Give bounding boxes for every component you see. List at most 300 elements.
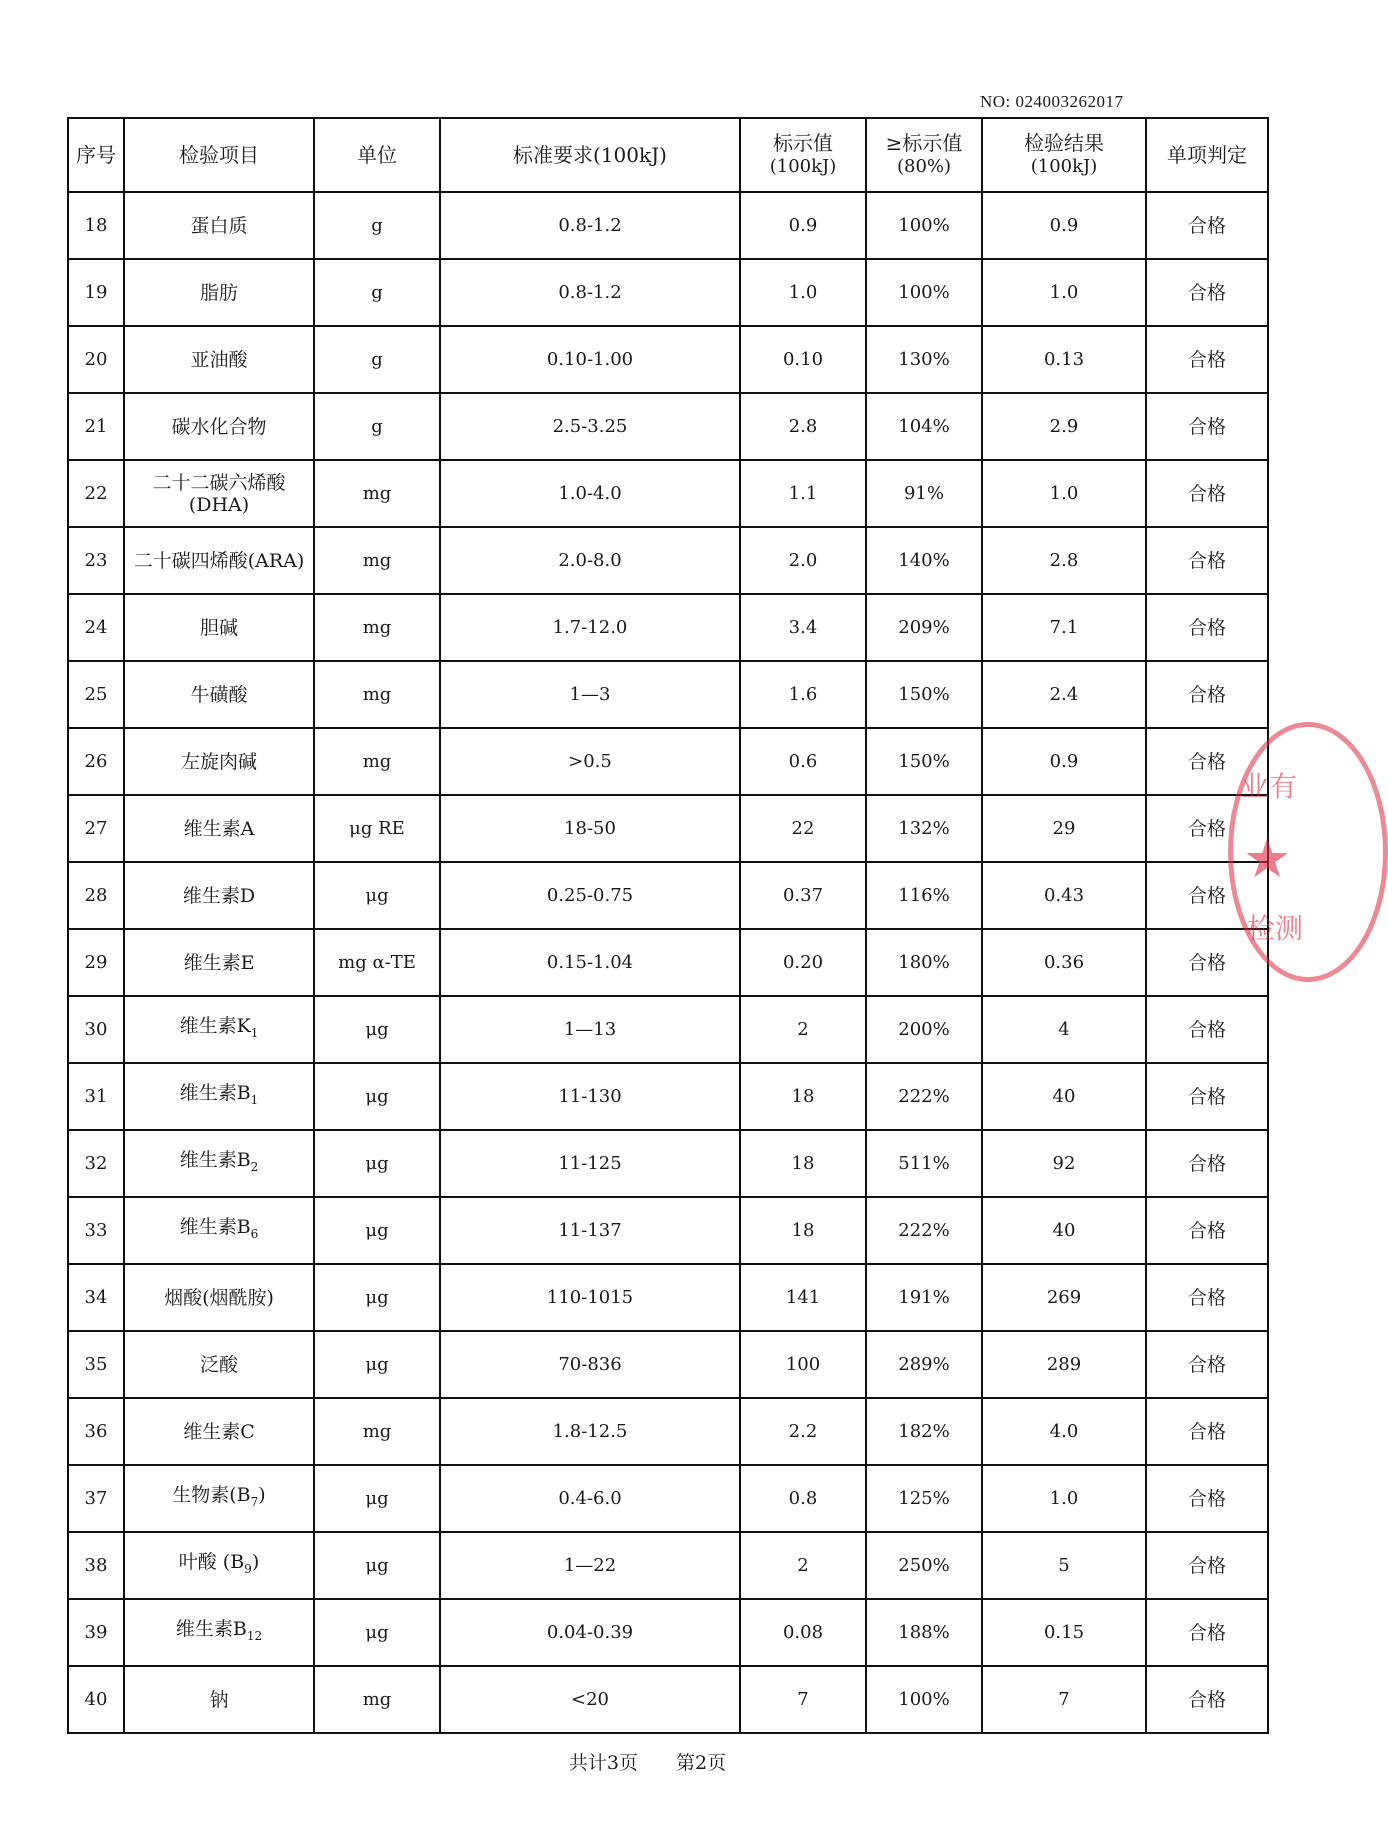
cell-result [982, 527, 1146, 594]
cell-standard-text: 0.4-6.0 [558, 1487, 622, 1509]
cell-judgement [1146, 460, 1268, 527]
cell-item-subscript: 6 [250, 1226, 259, 1241]
cell-index-text: 39 [84, 1621, 108, 1643]
cell-result [982, 1063, 1146, 1130]
cell-ratio [866, 1465, 982, 1532]
cell-result-text: 0.36 [1043, 951, 1085, 973]
cell-judgement [1146, 661, 1268, 728]
cell-unit [314, 1532, 440, 1599]
cell-index-text: 40 [84, 1688, 108, 1710]
cell-ratio-text: 100% [898, 281, 950, 303]
cell-judgement [1146, 259, 1268, 326]
cell-item-subscript: 1 [250, 1025, 259, 1040]
cell-ratio [866, 1331, 982, 1398]
cell-ratio [866, 460, 982, 527]
cell-index [68, 795, 124, 862]
cell-labeled-value-text: 2.2 [788, 1420, 818, 1442]
cell-ratio [866, 1666, 982, 1733]
cell-unit-text: mg [362, 549, 392, 571]
cell-result-text: 2.4 [1049, 683, 1079, 705]
cell-labeled-value-text: 0.6 [788, 750, 818, 772]
cell-labeled-value [740, 1398, 866, 1465]
cell-unit [314, 594, 440, 661]
cell-labeled-value [740, 1666, 866, 1733]
cell-index [68, 259, 124, 326]
cell-item [124, 996, 314, 1063]
cell-ratio-text: 511% [898, 1152, 950, 1174]
cell-result [982, 795, 1146, 862]
cell-standard-text: 18-50 [564, 817, 616, 839]
cell-judgement-text: 合格 [1187, 482, 1226, 505]
cell-ratio [866, 259, 982, 326]
table-row [68, 1599, 1268, 1666]
cell-standard [440, 326, 740, 393]
cell-item [124, 661, 314, 728]
cell-item-subscript: 2 [250, 1159, 259, 1174]
cell-index [68, 1398, 124, 1465]
cell-standard [440, 1666, 740, 1733]
cell-labeled-value [740, 1197, 866, 1264]
cell-unit-text: g [371, 214, 383, 236]
cell-unit-text: μg [365, 1152, 389, 1174]
cell-unit-text: μg [365, 884, 389, 906]
cell-item-text: 烟酸(烟酰胺) [164, 1286, 274, 1309]
cell-judgement-text: 合格 [1187, 1353, 1226, 1376]
cell-labeled-value-text: 2.8 [788, 415, 818, 437]
cell-ratio [866, 326, 982, 393]
cell-unit-text: mg [362, 482, 392, 504]
cell-result [982, 929, 1146, 996]
cell-result [982, 192, 1146, 259]
cell-result-text: 1.0 [1049, 1487, 1079, 1509]
cell-judgement [1146, 1331, 1268, 1398]
cell-labeled-value-text: 141 [785, 1286, 821, 1308]
cell-labeled-value-text: 0.9 [788, 214, 818, 236]
cell-labeled-value-text: 18 [791, 1152, 815, 1174]
cell-item [124, 929, 314, 996]
cell-standard-text: 11-130 [558, 1085, 622, 1107]
cell-unit [314, 192, 440, 259]
cell-unit [314, 1331, 440, 1398]
cell-standard-text: 11-137 [558, 1219, 622, 1241]
header-ratio-line2: (80%) [896, 156, 952, 177]
cell-judgement [1146, 1264, 1268, 1331]
cell-item-suffix: ) [251, 1551, 260, 1574]
cell-item-text: 脂肪 [199, 281, 238, 304]
cell-result-text: 269 [1046, 1286, 1082, 1308]
cell-unit-text: g [371, 348, 383, 370]
cell-ratio-text: 132% [898, 817, 950, 839]
cell-labeled-value [740, 393, 866, 460]
cell-item [124, 527, 314, 594]
inspection-results-table [67, 117, 1269, 1734]
cell-standard-text: >0.5 [568, 750, 612, 772]
table-row [68, 1398, 1268, 1465]
cell-ratio [866, 1130, 982, 1197]
cell-labeled-value-text: 1.0 [788, 281, 818, 303]
table-row [68, 393, 1268, 460]
cell-judgement-text: 合格 [1187, 214, 1226, 237]
cell-index [68, 192, 124, 259]
cell-index-text: 29 [84, 951, 108, 973]
cell-unit [314, 460, 440, 527]
cell-result [982, 1264, 1146, 1331]
cell-index-text: 25 [84, 683, 108, 705]
cell-standard [440, 1331, 740, 1398]
stamp-text-top: 业有 [1241, 770, 1298, 803]
cell-labeled-value-text: 100 [785, 1353, 821, 1375]
cell-ratio [866, 1063, 982, 1130]
cell-standard [440, 1264, 740, 1331]
cell-item [124, 1264, 314, 1331]
cell-judgement-text: 合格 [1187, 415, 1226, 438]
cell-item-subscript: 7 [250, 1494, 259, 1509]
cell-result-text: 29 [1052, 817, 1076, 839]
cell-unit [314, 929, 440, 996]
cell-ratio-text: 222% [898, 1085, 950, 1107]
cell-index-text: 38 [84, 1554, 108, 1576]
cell-item-text: 叶酸 (B [178, 1551, 245, 1574]
cell-judgement-text: 合格 [1187, 1018, 1226, 1041]
cell-ratio [866, 1398, 982, 1465]
cell-result [982, 460, 1146, 527]
cell-ratio [866, 192, 982, 259]
table-row [68, 1465, 1268, 1532]
table-row [68, 728, 1268, 795]
header-result-line2: (100kJ) [1030, 156, 1098, 177]
cell-ratio [866, 527, 982, 594]
cell-judgement [1146, 1130, 1268, 1197]
cell-judgement-text: 合格 [1187, 1085, 1226, 1108]
cell-index [68, 929, 124, 996]
cell-item [124, 326, 314, 393]
cell-ratio [866, 728, 982, 795]
table-row [68, 1130, 1268, 1197]
cell-ratio [866, 996, 982, 1063]
cell-ratio [866, 1532, 982, 1599]
cell-standard [440, 1532, 740, 1599]
cell-index [68, 728, 124, 795]
cell-labeled-value [740, 594, 866, 661]
cell-standard-text: 0.8-1.2 [558, 281, 622, 303]
cell-result-text: 7.1 [1049, 616, 1079, 638]
cell-index [68, 1599, 124, 1666]
cell-item-text: 维生素B [179, 1082, 251, 1105]
cell-item-text: 碳水化合物 [171, 415, 267, 438]
cell-standard-text: 1.0-4.0 [558, 482, 622, 504]
cell-index [68, 527, 124, 594]
cell-labeled-value-text: 1.1 [788, 482, 818, 504]
cell-ratio-text: 180% [898, 951, 950, 973]
table-row [68, 1197, 1268, 1264]
cell-labeled-value [740, 527, 866, 594]
cell-standard [440, 728, 740, 795]
header-ratio-line1: ≥标示值 [885, 131, 963, 155]
cell-item-text: 胆碱 [199, 616, 238, 639]
cell-item-text: 亚油酸 [190, 348, 248, 371]
cell-judgement-text: 合格 [1187, 951, 1226, 974]
cell-standard [440, 1197, 740, 1264]
cell-judgement-text: 合格 [1187, 281, 1226, 304]
cell-index [68, 862, 124, 929]
cell-item-text: 生物素(B [172, 1484, 251, 1507]
cell-result [982, 259, 1146, 326]
cell-judgement-text: 合格 [1187, 1286, 1226, 1309]
cell-labeled-value-text: 0.8 [788, 1487, 818, 1509]
cell-standard [440, 527, 740, 594]
cell-ratio-text: 125% [898, 1487, 950, 1509]
cell-item [124, 728, 314, 795]
cell-index-text: 32 [84, 1152, 108, 1174]
cell-result [982, 1398, 1146, 1465]
header-result-line1: 检验结果 [1024, 131, 1104, 155]
cell-unit-text: mg [362, 1420, 392, 1442]
cell-ratio-text: 100% [898, 1688, 950, 1710]
cell-index-text: 27 [84, 817, 108, 839]
cell-item-text: 维生素D [182, 884, 256, 907]
cell-result-text: 4.0 [1049, 1420, 1079, 1442]
cell-ratio-text: 130% [898, 348, 950, 370]
cell-standard-text: 1.8-12.5 [552, 1420, 628, 1442]
cell-ratio-text: 91% [903, 482, 944, 504]
cell-labeled-value [740, 259, 866, 326]
cell-ratio [866, 1264, 982, 1331]
cell-ratio [866, 1197, 982, 1264]
cell-item [124, 1063, 314, 1130]
cell-result-text: 4 [1058, 1018, 1070, 1040]
cell-judgement [1146, 1666, 1268, 1733]
table-header [68, 118, 1268, 192]
cell-index [68, 996, 124, 1063]
header-unit: 单位 [314, 118, 440, 192]
cell-ratio-text: 104% [898, 415, 950, 437]
cell-index [68, 1264, 124, 1331]
header-ratio [866, 118, 982, 192]
cell-result [982, 1130, 1146, 1197]
cell-unit [314, 1264, 440, 1331]
cell-standard-text: 11-125 [558, 1152, 622, 1174]
cell-item-text: 蛋白质 [190, 214, 248, 237]
cell-labeled-value [740, 661, 866, 728]
table-row [68, 996, 1268, 1063]
cell-labeled-value [740, 1130, 866, 1197]
cell-unit-text: μg [365, 1353, 389, 1375]
cell-standard-text: 1—22 [563, 1554, 617, 1576]
cell-result-text: 1.0 [1049, 281, 1079, 303]
footer-total-pages: 共计3页 [568, 1752, 638, 1774]
cell-item-line2: (DHA) [188, 493, 250, 516]
cell-unit [314, 326, 440, 393]
cell-unit-text: mg α-TE [338, 951, 416, 973]
table-row [68, 1264, 1268, 1331]
cell-labeled-value [740, 1331, 866, 1398]
cell-labeled-value-text: 3.4 [788, 616, 818, 638]
cell-unit-text: mg [362, 683, 392, 705]
cell-index-text: 35 [84, 1353, 108, 1375]
stamp-star-icon: ★ [1243, 827, 1292, 890]
cell-unit-text: μg [365, 1018, 389, 1040]
cell-result-text: 0.9 [1049, 214, 1079, 236]
page-footer [0, 1748, 1295, 1775]
cell-index [68, 393, 124, 460]
cell-unit [314, 1398, 440, 1465]
header-index: 序号 [68, 118, 124, 192]
cell-item [124, 1465, 314, 1532]
cell-labeled-value [740, 192, 866, 259]
cell-index-text: 21 [84, 415, 108, 437]
table-body [68, 192, 1268, 1733]
cell-unit [314, 661, 440, 728]
cell-ratio-text: 222% [898, 1219, 950, 1241]
cell-index-text: 26 [84, 750, 108, 772]
cell-item-text: 左旋肉碱 [180, 750, 257, 773]
cell-ratio-text: 116% [898, 884, 950, 906]
cell-judgement [1146, 1599, 1268, 1666]
cell-unit-text: μg [365, 1487, 389, 1509]
cell-labeled-value-text: 18 [791, 1219, 815, 1241]
cell-judgement-text: 合格 [1187, 1621, 1226, 1644]
cell-result [982, 728, 1146, 795]
cell-unit [314, 1599, 440, 1666]
cell-unit [314, 527, 440, 594]
header-labeled-line2: (100kJ) [769, 156, 837, 177]
cell-result [982, 594, 1146, 661]
cell-judgement-text: 合格 [1187, 1554, 1226, 1577]
cell-judgement [1146, 1532, 1268, 1599]
cell-item-subscript: 9 [244, 1561, 252, 1576]
cell-standard-text: 0.04-0.39 [546, 1621, 634, 1643]
cell-result [982, 862, 1146, 929]
cell-item-text: 维生素E [183, 951, 255, 974]
cell-judgement [1146, 527, 1268, 594]
cell-judgement-text: 合格 [1187, 683, 1226, 706]
cell-labeled-value [740, 1063, 866, 1130]
cell-standard [440, 1063, 740, 1130]
cell-ratio-text: 250% [898, 1554, 950, 1576]
cell-standard-text: 1—13 [563, 1018, 617, 1040]
cell-result [982, 1532, 1146, 1599]
cell-ratio [866, 661, 982, 728]
cell-labeled-value [740, 929, 866, 996]
cell-labeled-value-text: 0.37 [782, 884, 824, 906]
cell-index [68, 1197, 124, 1264]
inspection-seal-stamp [1228, 722, 1388, 982]
cell-unit [314, 996, 440, 1063]
cell-result-text: 0.43 [1043, 884, 1085, 906]
cell-labeled-value [740, 326, 866, 393]
cell-result-text: 0.13 [1043, 348, 1085, 370]
table-row [68, 460, 1268, 527]
cell-result-text: 5 [1058, 1554, 1070, 1576]
cell-index [68, 460, 124, 527]
table-row [68, 795, 1268, 862]
table-row [68, 1331, 1268, 1398]
cell-item [124, 393, 314, 460]
table-row [68, 1532, 1268, 1599]
cell-item [124, 795, 314, 862]
table-row [68, 192, 1268, 259]
cell-item [124, 1197, 314, 1264]
cell-index [68, 326, 124, 393]
cell-unit-text: μg RE [349, 817, 405, 839]
cell-standard [440, 795, 740, 862]
cell-item [124, 1532, 314, 1599]
cell-judgement-text: 合格 [1187, 750, 1226, 773]
cell-item-text: 二十碳四烯酸(ARA) [133, 549, 305, 572]
cell-index [68, 1331, 124, 1398]
cell-standard [440, 661, 740, 728]
cell-standard [440, 1599, 740, 1666]
cell-standard-text: 1—3 [569, 683, 611, 705]
cell-labeled-value-text: 18 [791, 1085, 815, 1107]
cell-result-text: 0.15 [1043, 1621, 1085, 1643]
cell-result [982, 996, 1146, 1063]
cell-labeled-value-text: 0.08 [782, 1621, 824, 1643]
table-row [68, 326, 1268, 393]
cell-labeled-value-text: 2 [797, 1554, 809, 1576]
cell-result [982, 1465, 1146, 1532]
cell-item-text: 牛磺酸 [190, 683, 248, 706]
cell-judgement-text: 合格 [1187, 817, 1226, 840]
cell-standard-text: 2.5-3.25 [552, 415, 628, 437]
cell-item [124, 460, 314, 527]
cell-unit-text: μg [365, 1085, 389, 1107]
cell-standard-text: 0.25-0.75 [546, 884, 634, 906]
cell-index-text: 34 [84, 1286, 108, 1308]
cell-standard [440, 259, 740, 326]
header-result [982, 118, 1146, 192]
cell-item-subscript: 1 [250, 1092, 259, 1107]
cell-standard-text: 0.8-1.2 [558, 214, 622, 236]
cell-index-text: 22 [84, 482, 108, 504]
report-number: NO: 024003262017 [980, 92, 1124, 111]
cell-unit [314, 862, 440, 929]
cell-standard [440, 929, 740, 996]
cell-standard-text: 2.0-8.0 [558, 549, 622, 571]
cell-item-text: 维生素A [183, 817, 255, 840]
cell-unit-text: μg [365, 1621, 389, 1643]
cell-judgement-text: 合格 [1187, 549, 1226, 572]
cell-standard [440, 192, 740, 259]
cell-judgement-text: 合格 [1187, 1487, 1226, 1510]
cell-ratio-text: 100% [898, 214, 950, 236]
cell-item-text: 维生素B [179, 1149, 251, 1172]
table-row [68, 1063, 1268, 1130]
stamp-text-bottom: 检测 [1247, 912, 1304, 945]
cell-index-text: 36 [84, 1420, 108, 1442]
cell-labeled-value [740, 1599, 866, 1666]
cell-judgement [1146, 1398, 1268, 1465]
cell-labeled-value [740, 795, 866, 862]
header-labeled-value [740, 118, 866, 192]
cell-item-text: 二十二碳六烯酸 [152, 471, 286, 494]
cell-item [124, 259, 314, 326]
cell-index [68, 1465, 124, 1532]
cell-item-text: 维生素B [175, 1618, 247, 1641]
cell-standard [440, 862, 740, 929]
cell-unit-text: mg [362, 1688, 392, 1710]
cell-unit-text: g [371, 415, 383, 437]
cell-ratio [866, 594, 982, 661]
cell-ratio-text: 289% [898, 1353, 950, 1375]
cell-index-text: 19 [84, 281, 108, 303]
cell-judgement [1146, 1465, 1268, 1532]
table-row [68, 259, 1268, 326]
cell-ratio-text: 150% [898, 750, 950, 772]
cell-labeled-value [740, 460, 866, 527]
cell-unit [314, 1666, 440, 1733]
cell-result [982, 1197, 1146, 1264]
